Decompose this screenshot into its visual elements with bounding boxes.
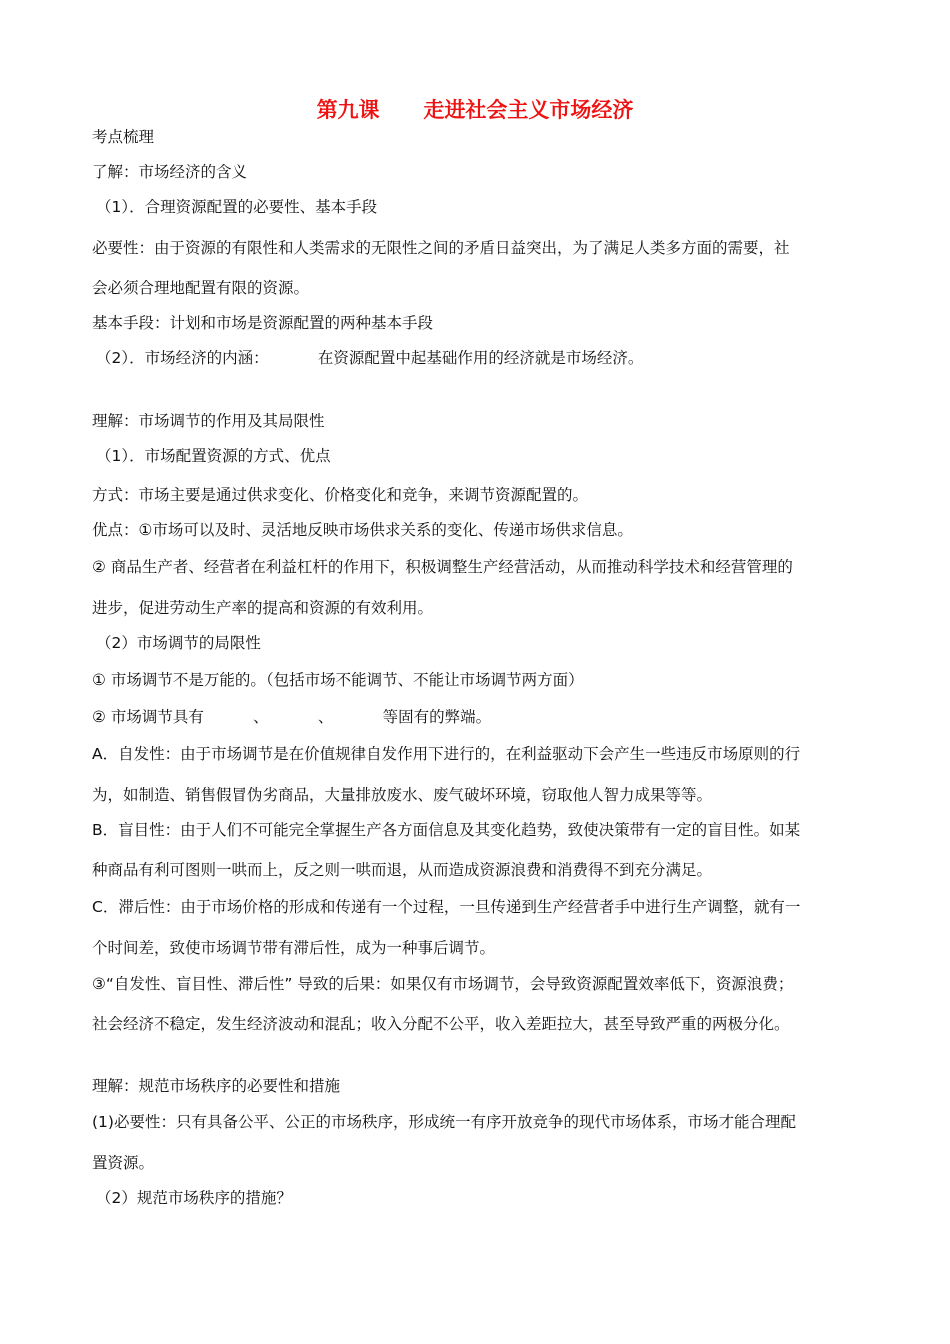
paragraph-line: 进步，促进劳动生产率的提高和资源的有效利用。 bbox=[92, 599, 434, 617]
paragraph-line: ② 商品生产者、经营者在利益杠杆的作用下，积极调整生产经营活动，从而推动科学技术和经营管理的 bbox=[92, 558, 793, 576]
subtopic-heading: （1）．合理资源配置的必要性、基本手段 bbox=[96, 198, 378, 216]
topic-heading: 理解：市场调节的作用及其局限性 bbox=[92, 412, 325, 430]
paragraph-line: 会必须合理地配置有限的资源。 bbox=[92, 279, 310, 297]
paragraph-line: ③“自发性、盲目性、滞后性” 导致的后果：如果仅有市场调节，会导致资源配置效率低下，资源浪费； bbox=[92, 975, 794, 993]
paragraph-line: ② 市场调节具有 、 、 等固有的弊端。 bbox=[92, 708, 492, 726]
paragraph-line: (1)必要性：只有具备公平、公正的市场秩序，形成统一有序开放竞争的现代市场体系，市场才能合理配 bbox=[92, 1113, 796, 1131]
paragraph-line: A．自发性：由于市场调节是在价值规律自发作用下进行的，在利益驱动下会产生一些违反市场原则的行 bbox=[92, 745, 801, 763]
paragraph-line: 基本手段：计划和市场是资源配置的两种基本手段 bbox=[92, 314, 434, 332]
paragraph-line: 方式：市场主要是通过供求变化、价格变化和竞争，来调节资源配置的。 bbox=[92, 486, 589, 504]
subtopic-heading: （2）．市场经济的内涵： 在资源配置中起基础作用的经济就是市场经济。 bbox=[96, 349, 644, 367]
topic-heading: 理解：规范市场秩序的必要性和措施 bbox=[92, 1077, 341, 1095]
subtopic-heading: （2）市场调节的局限性 bbox=[96, 634, 261, 652]
subtopic-heading: （2）规范市场秩序的措施？ bbox=[96, 1189, 292, 1207]
subtopic-heading: （1）．市场配置资源的方式、优点 bbox=[96, 447, 331, 465]
paragraph-line: 种商品有利可图则一哄而上，反之则一哄而退，从而造成资源浪费和消费得不到充分满足。 bbox=[92, 861, 713, 879]
paragraph-line: 社会经济不稳定，发生经济波动和混乱；收入分配不公平，收入差距拉大，甚至导致严重的两极分化。 bbox=[92, 1015, 790, 1033]
topic-heading: 了解：市场经济的含义 bbox=[92, 163, 248, 181]
paragraph-line: C．滞后性：由于市场价格的形成和传递有一个过程，一旦传递到生产经营者手中进行生产调整，就有一 bbox=[92, 898, 801, 916]
paragraph-line: 优点：①市场可以及时、灵活地反映市场供求关系的变化、传递市场供求信息。 bbox=[92, 521, 633, 539]
paragraph-line: 必要性：由于资源的有限性和人类需求的无限性之间的矛盾日益突出，为了满足人类多方面的需要，社 bbox=[92, 239, 790, 257]
paragraph-line: 个时间差，致使市场调节带有滞后性，成为一种事后调节。 bbox=[92, 939, 496, 957]
paragraph-line: 置资源。 bbox=[92, 1154, 155, 1172]
paragraph-line: 为，如制造、销售假冒伪劣商品，大量排放废水、废气破坏环境，窃取他人智力成果等等。 bbox=[92, 786, 713, 804]
section-heading: 考点梳理 bbox=[92, 128, 155, 146]
document-title: 第九课 走进社会主义市场经济 bbox=[316, 98, 634, 122]
paragraph-line: ① 市场调节不是万能的。（包括市场不能调节、不能让市场调节两方面） bbox=[92, 671, 584, 689]
paragraph-line: B．盲目性：由于人们不可能完全掌握生产各方面信息及其变化趋势，致使决策带有一定的盲目性。如某 bbox=[92, 821, 801, 839]
